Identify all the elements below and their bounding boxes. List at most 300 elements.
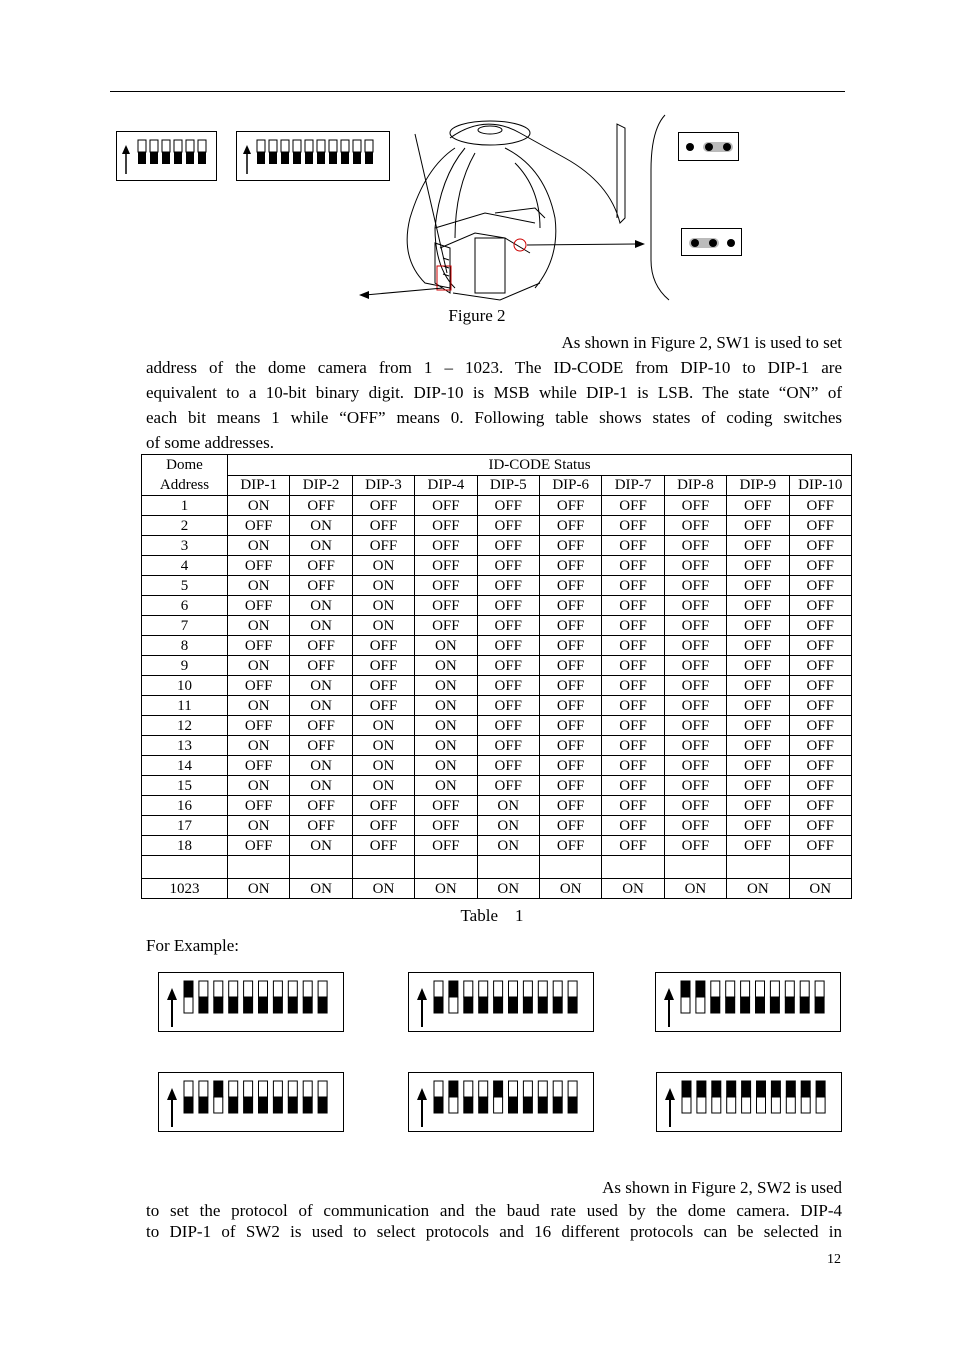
dip-lever-bottom xyxy=(288,997,297,1013)
address-cell xyxy=(142,856,228,879)
dip-state-cell: OFF xyxy=(727,716,789,736)
dip-state-cell: OFF xyxy=(789,536,851,556)
dip-state-cell xyxy=(415,856,477,879)
dip-state-cell: OFF xyxy=(727,776,789,796)
dip-lever-bottom xyxy=(259,1097,268,1113)
address-cell: 15 xyxy=(142,776,228,796)
dip-state-cell: OFF xyxy=(352,836,414,856)
dip-state-cell: OFF xyxy=(789,516,851,536)
dip-lever-bottom xyxy=(696,997,705,1013)
dip-state-cell: OFF xyxy=(539,556,601,576)
example-dip-switch xyxy=(655,972,841,1032)
dip-state-cell: OFF xyxy=(539,676,601,696)
dip-lever-top xyxy=(509,1081,518,1097)
dip-state-cell: ON xyxy=(477,816,539,836)
dip-state-cell: OFF xyxy=(664,656,726,676)
dip-lever-bottom xyxy=(303,997,312,1013)
dip-lever-bottom xyxy=(288,1097,297,1113)
dip-state-cell: OFF xyxy=(290,656,352,676)
dip-state-cell: OFF xyxy=(539,656,601,676)
dip-state-cell: OFF xyxy=(477,556,539,576)
dip-state-cell: OFF xyxy=(415,836,477,856)
dip-lever-bottom xyxy=(538,997,547,1013)
dip-state-cell: ON xyxy=(352,879,414,899)
page-number: 12 xyxy=(827,1252,841,1267)
dip-state-cell: OFF xyxy=(602,696,664,716)
example-dip-switch xyxy=(158,1072,344,1132)
dip-lever-top xyxy=(712,1081,721,1097)
dip-lever-top xyxy=(553,981,562,997)
dip-state-cell: OFF xyxy=(477,736,539,756)
dip-state-cell: OFF xyxy=(602,556,664,576)
dip-lever-bottom xyxy=(199,997,208,1013)
dip-lever-top xyxy=(269,140,277,152)
address-cell: 11 xyxy=(142,696,228,716)
dip-state-cell: OFF xyxy=(539,736,601,756)
dip-state-cell: OFF xyxy=(539,716,601,736)
dip-state-cell: OFF xyxy=(789,776,851,796)
address-cell: 8 xyxy=(142,636,228,656)
dip-state-cell: OFF xyxy=(539,516,601,536)
dip-state-cell: ON xyxy=(789,879,851,899)
dip-state-cell: OFF xyxy=(228,516,290,536)
dip-state-cell: OFF xyxy=(290,496,352,516)
dip-state-cell xyxy=(727,856,789,879)
table-row xyxy=(142,696,852,716)
table-row xyxy=(142,676,852,696)
dip-lever-bottom xyxy=(318,1097,327,1113)
dip-state-cell: OFF xyxy=(727,576,789,596)
dip-state-cell: OFF xyxy=(477,576,539,596)
table-row xyxy=(142,596,852,616)
dip-state-cell: OFF xyxy=(477,656,539,676)
table-row xyxy=(142,536,852,556)
dip-state-cell: OFF xyxy=(664,776,726,796)
dip-state-cell: ON xyxy=(228,696,290,716)
column-header: DIP-3 xyxy=(352,475,414,496)
dip-state-cell: OFF xyxy=(602,716,664,736)
column-header: DIP-10 xyxy=(789,475,851,496)
dip-state-cell: ON xyxy=(602,879,664,899)
table-row xyxy=(142,576,852,596)
dip-lever-bottom xyxy=(757,1097,766,1113)
dip-state-cell: ON xyxy=(477,796,539,816)
dip-state-cell: OFF xyxy=(664,616,726,636)
id-code-table-wrapper xyxy=(141,454,852,899)
dip-lever-top xyxy=(816,1081,825,1097)
column-header: DIP-4 xyxy=(415,475,477,496)
dip-lever-bottom xyxy=(494,1097,503,1113)
dip-lever-top xyxy=(303,981,312,997)
dip-switch-graphic xyxy=(657,1073,843,1133)
dip-lever-top xyxy=(244,1081,253,1097)
dip-state-cell xyxy=(664,856,726,879)
dip-state-cell: OFF xyxy=(602,616,664,636)
dip-state-cell: ON xyxy=(415,656,477,676)
arrow-up-icon xyxy=(167,1088,177,1100)
example-dip-switch xyxy=(408,1072,594,1132)
dip-lever-bottom xyxy=(756,997,765,1013)
dip-state-cell: OFF xyxy=(290,556,352,576)
dip-lever-top xyxy=(305,140,313,152)
dip-state-cell: OFF xyxy=(664,736,726,756)
dip-lever-bottom xyxy=(449,1097,458,1113)
dip-lever-bottom xyxy=(303,1097,312,1113)
dip-lever-top xyxy=(184,981,193,997)
dip-state-cell: OFF xyxy=(477,776,539,796)
dip-state-cell: OFF xyxy=(727,816,789,836)
dip-lever-top xyxy=(800,981,809,997)
dip-lever-bottom xyxy=(742,1097,751,1113)
dip-lever-bottom xyxy=(293,152,301,164)
dip-state-cell: OFF xyxy=(477,636,539,656)
dip-state-cell xyxy=(602,856,664,879)
dip-state-cell: OFF xyxy=(415,556,477,576)
jumper-bottom xyxy=(681,228,742,256)
dip-state-cell: ON xyxy=(415,879,477,899)
dip-lever-bottom xyxy=(281,152,289,164)
dip-state-cell: ON xyxy=(352,716,414,736)
dip-lever-bottom xyxy=(726,997,735,1013)
dip-state-cell: OFF xyxy=(228,756,290,776)
dip-state-cell: ON xyxy=(352,596,414,616)
dip-state-cell: ON xyxy=(228,879,290,899)
dip-state-cell: OFF xyxy=(228,556,290,576)
dip-state-cell: OFF xyxy=(602,756,664,776)
dip-lever-bottom xyxy=(329,152,337,164)
dip-lever-top xyxy=(244,981,253,997)
dip-state-cell: OFF xyxy=(727,536,789,556)
column-header: DIP-7 xyxy=(602,475,664,496)
dip-state-cell: OFF xyxy=(664,796,726,816)
dip-lever-bottom xyxy=(801,1097,810,1113)
dip-lever-bottom xyxy=(184,997,193,1013)
table-row xyxy=(142,776,852,796)
dip-lever-top xyxy=(697,1081,706,1097)
example-dip-switch xyxy=(408,972,594,1032)
dip-state-cell: OFF xyxy=(789,596,851,616)
dip-lever-top xyxy=(449,1081,458,1097)
dip-lever-top xyxy=(434,981,443,997)
dip-lever-top xyxy=(199,1081,208,1097)
dip-state-cell: OFF xyxy=(415,576,477,596)
arrow-up-icon xyxy=(417,988,427,1000)
dip-state-cell: ON xyxy=(290,776,352,796)
dip-lever-bottom xyxy=(199,1097,208,1113)
dip-state-cell: OFF xyxy=(415,816,477,836)
dip-lever-bottom xyxy=(214,1097,223,1113)
dip-state-cell: OFF xyxy=(539,536,601,556)
dip-lever-top xyxy=(801,1081,810,1097)
paragraph-line: of some addresses. xyxy=(146,433,274,452)
dip-state-cell: OFF xyxy=(602,836,664,856)
dip-lever-bottom xyxy=(464,997,473,1013)
dip-lever-bottom xyxy=(815,997,824,1013)
dip-lever-bottom xyxy=(479,1097,488,1113)
dip-state-cell: OFF xyxy=(727,756,789,776)
arrow-up-icon xyxy=(167,988,177,1000)
dip-state-cell: OFF xyxy=(727,556,789,576)
figure-caption: Figure 2 xyxy=(448,306,506,325)
dip-lever-top xyxy=(317,140,325,152)
dip-state-cell: OFF xyxy=(539,596,601,616)
dip-state-cell: OFF xyxy=(352,796,414,816)
dip-lever-bottom xyxy=(244,1097,253,1113)
dip-lever-bottom xyxy=(259,997,268,1013)
dip-state-cell: OFF xyxy=(228,636,290,656)
dip-lever-bottom xyxy=(434,1097,443,1113)
dip-lever-bottom xyxy=(269,152,277,164)
dip-state-cell: OFF xyxy=(727,836,789,856)
dip-lever-bottom xyxy=(229,997,238,1013)
dip-lever-top xyxy=(785,981,794,997)
dip-state-cell: OFF xyxy=(352,696,414,716)
dip-lever-bottom xyxy=(568,1097,577,1113)
dip-lever-top xyxy=(494,1081,503,1097)
header-dome-line2: Address xyxy=(159,477,210,493)
paragraph-sw1 xyxy=(146,330,842,455)
dip-lever-bottom xyxy=(553,1097,562,1113)
dip-state-cell: OFF xyxy=(228,596,290,616)
dip-state-cell: OFF xyxy=(477,676,539,696)
dip-state-cell: OFF xyxy=(539,796,601,816)
dip-state-cell: OFF xyxy=(415,496,477,516)
table-row xyxy=(142,516,852,536)
dip-lever-top xyxy=(199,981,208,997)
dip-lever-bottom xyxy=(509,1097,518,1113)
dip-switch-graphic xyxy=(159,973,345,1033)
table-row xyxy=(142,496,852,516)
dip-state-cell: OFF xyxy=(290,816,352,836)
address-cell: 1 xyxy=(142,496,228,516)
dip-state-cell: OFF xyxy=(602,496,664,516)
dip-lever-bottom xyxy=(800,997,809,1013)
address-cell: 9 xyxy=(142,656,228,676)
dip-state-cell: OFF xyxy=(477,696,539,716)
paragraph-line: address of the dome camera from 1 – 1023. The ID-CODE from DIP-10 to DIP-1 are xyxy=(146,358,842,377)
dip-lever-top xyxy=(259,1081,268,1097)
dip-state-cell: OFF xyxy=(727,696,789,716)
dip-state-cell: OFF xyxy=(789,576,851,596)
dip-lever-top xyxy=(568,981,577,997)
dip-state-cell: OFF xyxy=(477,616,539,636)
dip-lever-top xyxy=(303,1081,312,1097)
dip-state-cell: OFF xyxy=(727,516,789,536)
bracket-curve xyxy=(645,110,675,305)
dip-state-cell: OFF xyxy=(539,756,601,776)
dip-state-cell: OFF xyxy=(539,836,601,856)
example-dip-switch xyxy=(656,1072,842,1132)
dip-state-cell: OFF xyxy=(602,736,664,756)
dip-lever-bottom xyxy=(538,1097,547,1113)
dip-state-cell: OFF xyxy=(539,496,601,516)
dip-switch-graphic xyxy=(159,1073,345,1133)
dip-state-cell: OFF xyxy=(352,656,414,676)
dip-state-cell: OFF xyxy=(664,696,726,716)
table-row xyxy=(142,716,852,736)
dip-state-cell: ON xyxy=(415,756,477,776)
dip-lever-top xyxy=(523,1081,532,1097)
dip-lever-top xyxy=(726,981,735,997)
dip-state-cell: ON xyxy=(228,816,290,836)
dip-state-cell: ON xyxy=(352,576,414,596)
dip-state-cell: OFF xyxy=(477,596,539,616)
dip-state-cell: OFF xyxy=(789,496,851,516)
address-cell: 14 xyxy=(142,756,228,776)
example-label: For Example: xyxy=(146,936,240,955)
dip-lever-top xyxy=(682,1081,691,1097)
dip-lever-bottom xyxy=(681,997,690,1013)
dip-switch-graphic xyxy=(656,973,842,1033)
dip-state-cell: OFF xyxy=(539,636,601,656)
dip-state-cell: OFF xyxy=(664,516,726,536)
dip-state-cell: OFF xyxy=(290,736,352,756)
dip-state-cell: OFF xyxy=(664,556,726,576)
dip-state-cell: OFF xyxy=(789,796,851,816)
dip-state-cell: OFF xyxy=(352,676,414,696)
dip-lever-bottom xyxy=(494,997,503,1013)
dip-state-cell: ON xyxy=(228,496,290,516)
dip-state-cell: OFF xyxy=(727,736,789,756)
dip-state-cell: OFF xyxy=(352,816,414,836)
dip-lever-bottom xyxy=(727,1097,736,1113)
dip-lever-top xyxy=(568,1081,577,1097)
header-dome-line1: Dome xyxy=(166,457,203,473)
address-cell: 18 xyxy=(142,836,228,856)
dip-lever-bottom xyxy=(317,152,325,164)
dip-lever-top xyxy=(273,1081,282,1097)
dip-state-cell: OFF xyxy=(539,696,601,716)
dip-state-cell: OFF xyxy=(539,616,601,636)
dip-lever-bottom xyxy=(305,152,313,164)
dip-state-cell: OFF xyxy=(352,516,414,536)
dip-lever-top xyxy=(479,1081,488,1097)
dip-lever-top xyxy=(538,1081,547,1097)
dip-state-cell: OFF xyxy=(727,656,789,676)
address-cell: 6 xyxy=(142,596,228,616)
dip-state-cell: ON xyxy=(415,736,477,756)
dip-lever-top xyxy=(229,981,238,997)
dip-state-cell: OFF xyxy=(352,496,414,516)
dip-lever-bottom xyxy=(257,152,265,164)
column-header: DIP-1 xyxy=(228,475,290,496)
dip-lever-top xyxy=(771,1081,780,1097)
dip-lever-bottom xyxy=(464,1097,473,1113)
dip-state-cell: OFF xyxy=(664,716,726,736)
dip-state-cell: ON xyxy=(290,696,352,716)
dip-state-cell: ON xyxy=(415,776,477,796)
dip-lever-bottom xyxy=(786,1097,795,1113)
jumper-graphic xyxy=(679,133,740,162)
dip-state-cell: ON xyxy=(290,536,352,556)
dip-state-cell: OFF xyxy=(727,636,789,656)
address-cell: 12 xyxy=(142,716,228,736)
dip-state-cell: OFF xyxy=(290,576,352,596)
dip-state-cell: OFF xyxy=(602,636,664,656)
example-dip-switch xyxy=(158,972,344,1032)
table-row xyxy=(142,636,852,656)
dip-state-cell: ON xyxy=(352,756,414,776)
dip-state-cell: OFF xyxy=(727,796,789,816)
jumper-graphic xyxy=(682,229,743,257)
dip-state-cell: ON xyxy=(727,879,789,899)
dip-lever-top xyxy=(494,981,503,997)
dip-lever-bottom xyxy=(479,997,488,1013)
jumper-top xyxy=(678,132,739,161)
address-cell: 16 xyxy=(142,796,228,816)
table-row xyxy=(142,796,852,816)
dip-state-cell xyxy=(228,856,290,879)
paragraph-line: equivalent to a 10-bit binary digit. DIP-10 is MSB while DIP-1 is LSB. The state “ON” of xyxy=(146,383,842,402)
dip-lever-top xyxy=(538,981,547,997)
dip-lever-top xyxy=(184,1081,193,1097)
dip-state-cell: OFF xyxy=(477,536,539,556)
dip-lever-top xyxy=(786,1081,795,1097)
dip-lever-bottom xyxy=(509,997,518,1013)
arrow-up-icon xyxy=(417,1088,427,1100)
dip-state-cell: OFF xyxy=(602,516,664,536)
dip-lever-top xyxy=(464,1081,473,1097)
dip-state-cell: OFF xyxy=(789,736,851,756)
dip-lever-top xyxy=(214,981,223,997)
column-header: DIP-9 xyxy=(727,475,789,496)
dip-state-cell xyxy=(352,856,414,879)
dip-state-cell: OFF xyxy=(228,716,290,736)
dip-lever-top xyxy=(449,981,458,997)
dip-lever-bottom xyxy=(273,1097,282,1113)
dip-state-cell: ON xyxy=(228,616,290,636)
dip-lever-top xyxy=(757,1081,766,1097)
address-cell: 17 xyxy=(142,816,228,836)
dip-lever-top xyxy=(273,981,282,997)
dip-state-cell: OFF xyxy=(727,496,789,516)
dip-state-cell: ON xyxy=(415,676,477,696)
dip-state-cell: OFF xyxy=(789,816,851,836)
dip-lever-top xyxy=(711,981,720,997)
dip-state-cell: ON xyxy=(477,879,539,899)
table-row xyxy=(142,856,852,879)
dip-lever-bottom xyxy=(341,152,349,164)
dip-state-cell: OFF xyxy=(664,636,726,656)
dip-levers-sw2 xyxy=(138,140,206,164)
paragraph-line: to DIP-1 of SW2 is used to select protocols and 16 different protocols can be selected in xyxy=(146,1222,842,1241)
dip-switch-graphic xyxy=(117,132,218,182)
dip-state-cell: OFF xyxy=(477,496,539,516)
dip-lever-bottom xyxy=(184,1097,193,1113)
dip-lever-bottom xyxy=(712,1097,721,1113)
table-row xyxy=(142,736,852,756)
dip-lever-top xyxy=(509,981,518,997)
dip-state-cell: ON xyxy=(228,576,290,596)
dip-state-cell: OFF xyxy=(602,596,664,616)
dip-state-cell: ON xyxy=(290,836,352,856)
dome-camera-drawing xyxy=(355,108,655,308)
header-dome-address xyxy=(142,455,228,496)
dip-state-cell: OFF xyxy=(602,576,664,596)
dip-state-cell: OFF xyxy=(415,596,477,616)
dip-state-cell: ON xyxy=(415,716,477,736)
table-row xyxy=(142,756,852,776)
dip-lever-top xyxy=(293,140,301,152)
dip-lever-bottom xyxy=(449,997,458,1013)
dip-state-cell: OFF xyxy=(664,536,726,556)
dip-lever-top xyxy=(479,981,488,997)
table-row xyxy=(142,656,852,676)
dip-lever-bottom xyxy=(523,997,532,1013)
dip-lever-bottom xyxy=(682,1097,691,1113)
dip-state-cell: ON xyxy=(539,879,601,899)
dip-state-cell: OFF xyxy=(290,636,352,656)
